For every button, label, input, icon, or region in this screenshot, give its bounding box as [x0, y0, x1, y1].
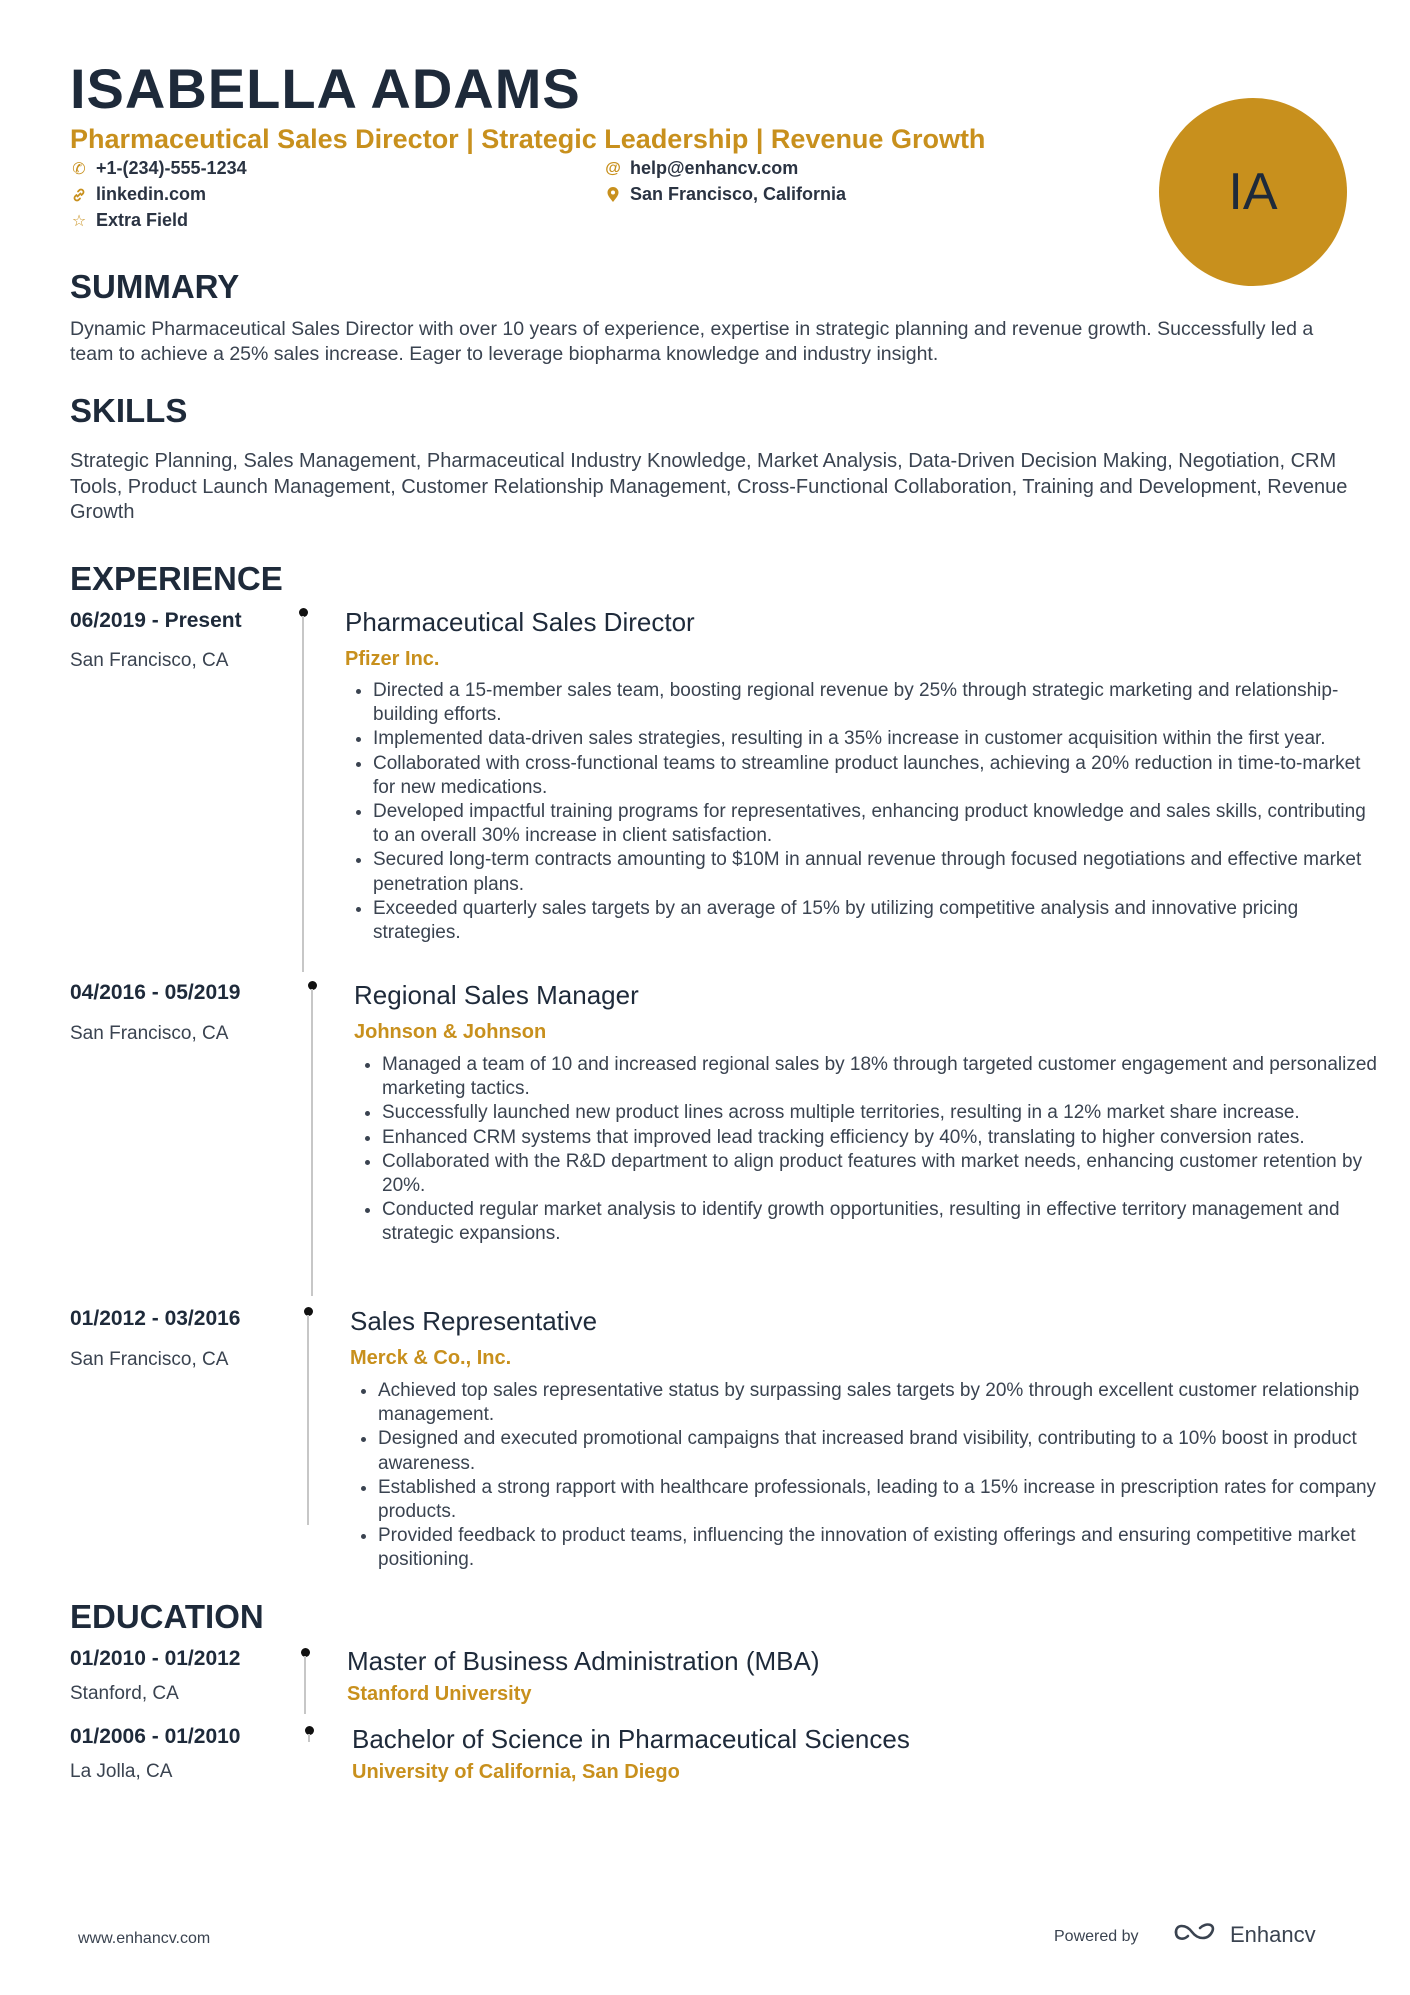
enhancv-logo[interactable] [1172, 1920, 1316, 1950]
link-icon [70, 186, 88, 204]
contact-extra [70, 210, 188, 231]
job-title: Regional Sales Manager [354, 980, 639, 1010]
list-item: • Collaborated with cross-functional teams to streamline product launches, achieving a 20% reduction in time-to-market for new medications. [373, 752, 1373, 800]
school-name: Stanford University [347, 1683, 532, 1705]
job-dates: 04/2016 - 05/2019 [70, 981, 241, 1004]
phone-icon: ✆ [72, 160, 86, 178]
experience-heading: EXPERIENCE [70, 560, 283, 597]
summary-heading: SUMMARY [70, 268, 240, 305]
location-pin-icon [604, 186, 622, 204]
company-name: Merck & Co., Inc. [350, 1347, 512, 1369]
list-item: • Secured long-term contracts amounting to $10M in annual revenue through focused negotiations and effective market penetration plans. [373, 848, 1373, 896]
star-icon: ☆ [71, 212, 87, 230]
job-bullets [356, 1053, 1380, 1247]
list-item: • Successfully launched new product lines across multiple territories, resulting in a 12% market share increase. [382, 1101, 1380, 1125]
summary-text: Dynamic Pharmaceutical Sales Director with over 10 years of experience, expertise in strategic planning and revenue growth. Successfully led a team to achieve a 25% sales increase. Eager to leverage biopharma knowledge and industry insight. [70, 318, 1314, 365]
degree-title: Master of Business Administration (MBA) [347, 1646, 820, 1676]
list-item: • Implemented data-driven sales strategies, resulting in a 35% increase in customer acquisition within the first year. [373, 727, 1373, 751]
avatar-initials: IA [1228, 163, 1278, 221]
extra-field-text: Extra Field [96, 210, 189, 230]
list-item: • Directed a 15-member sales team, boosting regional revenue by 25% through strategic marketing and relationship-building efforts. [373, 679, 1373, 727]
company-name: Johnson & Johnson [354, 1021, 547, 1043]
timeline-line [304, 1656, 306, 1714]
brand-name: Enhancv [1230, 1922, 1316, 1947]
job-title: Pharmaceutical Sales Director [345, 607, 695, 637]
list-item: • Conducted regular market analysis to identify growth opportunities, resulting in effective territory management and strategic expansions. [382, 1198, 1380, 1246]
job-bullets [347, 679, 1373, 945]
avatar [1159, 98, 1347, 286]
list-item: • Designed and executed promotional campaigns that increased brand visibility, contributing to a 10% boost in product awareness. [378, 1427, 1380, 1475]
contact-email[interactable] [604, 158, 798, 179]
skills-text: Strategic Planning, Sales Management, Pharmaceutical Industry Knowledge, Market Analysis, Data-Driven Decision Making, Negotiation, CRM Tools, Product Launch Management, Customer Relationship Management, Cross-Functional Collaboration, Training and Development, Revenue Growth [70, 450, 1348, 523]
location-text: San Francisco, California [630, 184, 847, 204]
timeline-line [307, 1315, 309, 1525]
timeline-line [308, 1734, 310, 1742]
education-heading: EDUCATION [70, 1598, 264, 1635]
skills-heading: SKILLS [70, 392, 188, 429]
list-item: • Developed impactful training programs for representatives, enhancing product knowledge and sales skills, contributing to an overall 30% increase in client satisfaction. [373, 800, 1373, 848]
company-name: Pfizer Inc. [345, 648, 440, 670]
contact-phone[interactable] [70, 158, 247, 179]
education-location: Stanford, CA [70, 1683, 179, 1704]
list-item: • Provided feedback to product teams, influencing the innovation of existing offerings and ensuring competitive market positioning. [378, 1524, 1380, 1572]
job-bullets [352, 1379, 1380, 1573]
education-dates: 01/2010 - 01/2012 [70, 1647, 241, 1670]
job-dates: 06/2019 - Present [70, 609, 242, 632]
powered-by-label: Powered by [1054, 1928, 1139, 1945]
candidate-name: ISABELLA ADAMS [70, 57, 581, 120]
job-location: San Francisco, CA [70, 650, 229, 671]
contact-linkedin[interactable] [70, 184, 206, 205]
education-location: La Jolla, CA [70, 1761, 173, 1782]
at-icon: @ [605, 159, 621, 177]
school-name: University of California, San Diego [352, 1761, 680, 1783]
enhancv-logo-icon [1172, 1920, 1220, 1950]
contact-location [604, 184, 846, 205]
list-item: • Established a strong rapport with healthcare professionals, leading to a 15% increase in prescription rates for company products. [378, 1476, 1380, 1524]
list-item: • Exceeded quarterly sales targets by an average of 15% by utilizing competitive analysis and innovative pricing strategies. [373, 897, 1373, 945]
timeline-line [311, 989, 313, 1296]
education-dates: 01/2006 - 01/2010 [70, 1725, 241, 1748]
email-text: help@enhancv.com [630, 158, 799, 178]
job-title: Sales Representative [350, 1306, 598, 1336]
list-item: • Enhanced CRM systems that improved lead tracking efficiency by 40%, translating to higher conversion rates. [382, 1126, 1380, 1150]
job-location: San Francisco, CA [70, 1349, 229, 1370]
job-location: San Francisco, CA [70, 1023, 229, 1044]
phone-text: +1-(234)-555-1234 [96, 158, 247, 178]
job-dates: 01/2012 - 03/2016 [70, 1307, 241, 1330]
footer-url[interactable]: www.enhancv.com [78, 1930, 211, 1947]
linkedin-text: linkedin.com [96, 184, 207, 204]
timeline-line [302, 616, 304, 972]
list-item: • Collaborated with the R&D department to align product features with market needs, enhancing customer retention by 20%. [382, 1150, 1380, 1198]
degree-title: Bachelor of Science in Pharmaceutical Sciences [352, 1724, 910, 1754]
candidate-tagline: Pharmaceutical Sales Director | Strategic Leadership | Revenue Growth [70, 124, 986, 154]
list-item: • Achieved top sales representative status by surpassing sales targets by 20% through excellent customer relationship management. [378, 1379, 1380, 1427]
list-item: • Managed a team of 10 and increased regional sales by 18% through targeted customer engagement and personalized marketing tactics. [382, 1053, 1380, 1101]
